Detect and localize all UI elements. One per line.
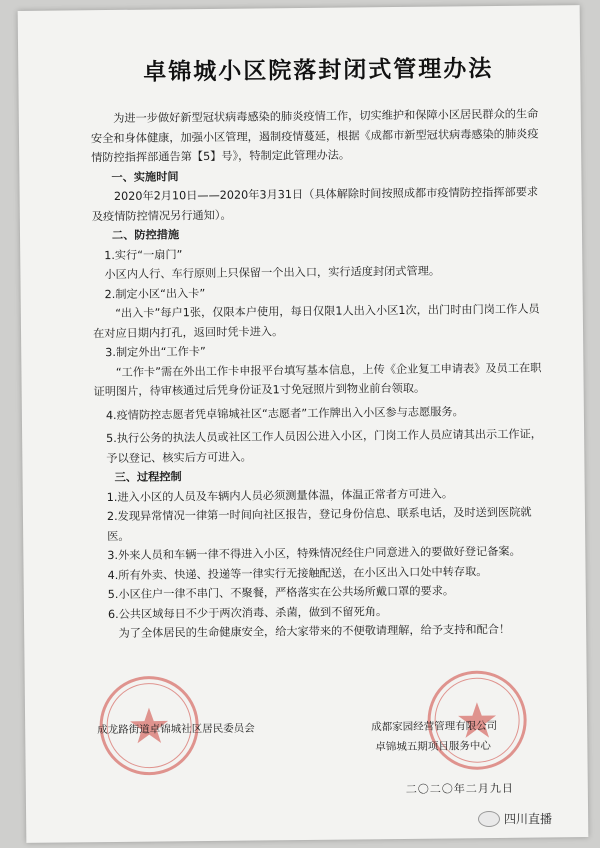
control-item: 2.发现异常情况一律第一时间向社区报告，登记身份信息、联系电话，及时送到医院就医。	[106, 505, 532, 543]
signature-community-committee: 成龙路街道卓锦城社区居民委员会	[97, 722, 255, 737]
document-body	[90, 49, 552, 643]
measure-2-title: 2.制定小区“出入卡”	[104, 286, 206, 301]
watermark-text: 四川直播	[504, 812, 553, 826]
measure-3-title: 3.制定外出“工作卡”	[105, 345, 206, 360]
section-1-heading: 一、实施时间	[111, 169, 179, 184]
intro-paragraph: 为进一步做好新型冠状病毒感染的肺炎疫情工作，切实维护和保障小区居民群众的生命安全和身体健康，加强小区管理，遏制疫情蔓延，根据《成都市新型冠状病毒感染的肺炎疫情防控指挥部通告第【5】号》，特制定此管理办法。	[90, 107, 539, 165]
control-item: 5.小区住户一律不串门、不聚餐，严格落实在公共场所戴口罩的要求。	[107, 584, 455, 602]
measure-4-text: 4.疫情防控志愿者凭卓锦城社区“志愿者”工作牌出入小区参与志愿服务。	[105, 404, 464, 422]
control-item: 6.公共区域每日不少于两次消毒、杀菌，做到不留死角。	[107, 604, 388, 621]
signature-service-center: 卓锦城五期项目服务中心	[375, 740, 491, 754]
document-title: 卓锦城小区院落封闭式管理办法	[143, 55, 494, 86]
measure-1-title: 1.实行“一扇门”	[104, 247, 183, 262]
weibo-logo-icon	[478, 811, 500, 827]
measure-5-text: 5.执行公务的执法人员或社区工作人员因公进入小区，门岗工作人员应请其出示工作证，予以登记、核实后方可进入。	[106, 427, 542, 465]
control-item: 1.进入小区的人员及车辆内人员必须测量体温，体温正常者方可进入。	[106, 486, 454, 504]
measure-1-text: 小区内人行、车行原则上只保留一个出入口，实行适度封闭式管理。	[104, 264, 441, 282]
section-1-text: 2020年2月10日——2020年3月31日（具体解除时间按照成都市疫情防控指挥部要求及疫情防控情况另行通知）。	[91, 185, 539, 223]
document-date: 二〇二〇年二月九日	[405, 781, 514, 796]
document-paper	[18, 5, 589, 843]
control-item: 3.外来人员和车辆一律不得进入小区，特殊情况经住户同意进入的要做好登记备案。	[107, 544, 521, 563]
closing-paragraph: 为了全体居民的生命健康安全，给大家带来的不便敬请理解，给予支持和配合！	[118, 622, 511, 640]
control-item: 4.所有外卖、快递、投递等一律实行无接触配送，在小区出入口处中转存取。	[107, 564, 488, 582]
section-3-heading: 三、过程控制	[114, 470, 182, 484]
measure-2-text: “出入卡”每户1张，仅限本户使用，每日仅限1人出入小区1次，出门时由门岗工作人员在对应日期内打孔，返回时凭卡进入。	[92, 302, 540, 340]
source-watermark	[478, 810, 552, 827]
measure-3-text: “工作卡”需在外出工作卡申报平台填写基本信息，上传《企业复工申请表》及员工在职证明图片，待审核通过后凭身份证及1寸免冠照片到物业前台领取。	[93, 361, 542, 399]
signature-company-name: 成都家园经营管理有限公司	[371, 719, 498, 734]
section-2-heading: 二、防控措施	[111, 228, 180, 242]
signature-property-company	[371, 716, 497, 757]
